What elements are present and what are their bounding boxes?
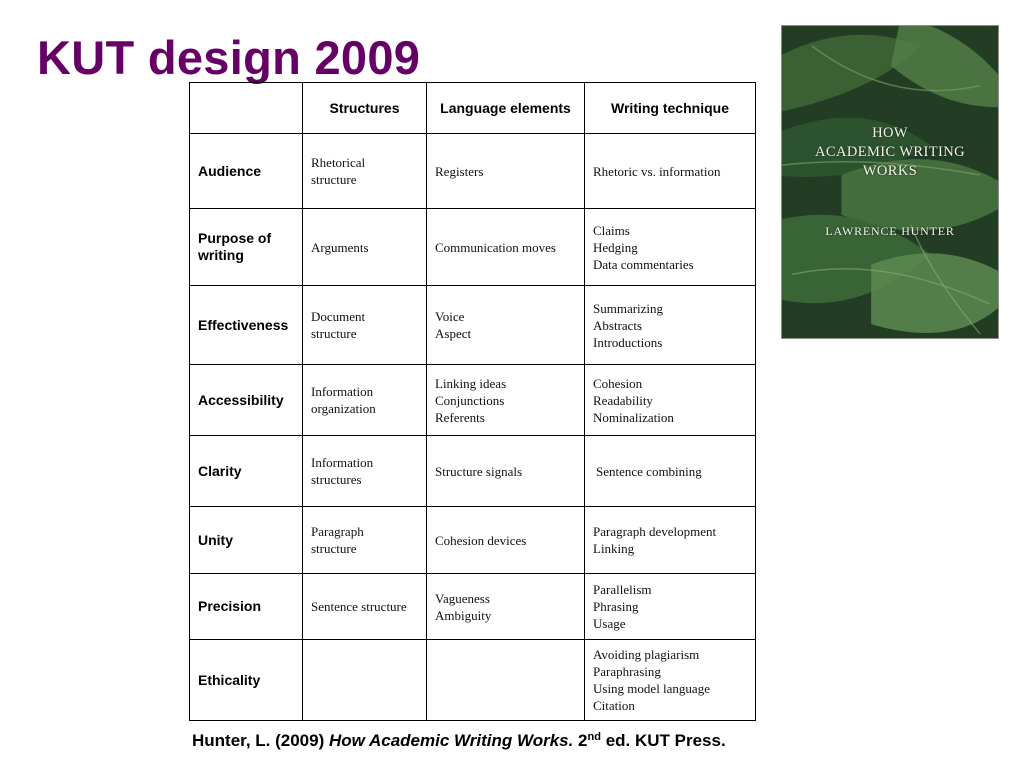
cell-line: Sentence combining bbox=[596, 463, 702, 479]
column-header-language-elements: Language elements bbox=[427, 83, 585, 134]
cell-line: Registers bbox=[435, 163, 484, 179]
cell-line: structure bbox=[311, 172, 357, 187]
kut-design-table bbox=[189, 82, 756, 721]
column-header-writing-technique: Writing technique bbox=[585, 83, 756, 134]
cell-line: Information bbox=[311, 384, 374, 399]
language-elements-cell bbox=[427, 209, 585, 286]
row-header-line: writing bbox=[198, 247, 244, 263]
cell-line: structures bbox=[311, 472, 362, 487]
cell-line: Arguments bbox=[311, 239, 369, 255]
book-cover-leaves-illustration bbox=[782, 26, 998, 338]
writing-technique-cell bbox=[585, 507, 756, 574]
table-row bbox=[190, 286, 756, 365]
cell-line: Cohesion bbox=[593, 375, 643, 391]
book-cover-title-line: WORKS bbox=[862, 163, 918, 179]
cell-line: Claims bbox=[593, 222, 630, 238]
cell-line: Vagueness bbox=[435, 590, 490, 606]
writing-technique-cell bbox=[585, 365, 756, 436]
row-header bbox=[190, 507, 303, 574]
structures-cell bbox=[303, 134, 427, 209]
cell-line: Referents bbox=[435, 409, 485, 425]
row-header bbox=[190, 365, 303, 436]
cell-line: Rhetorical bbox=[311, 155, 366, 170]
citation-edition-number: 2 bbox=[573, 731, 588, 750]
book-cover-title bbox=[782, 124, 998, 181]
cell-line: Nominalization bbox=[593, 409, 674, 425]
structures-cell bbox=[303, 436, 427, 507]
language-elements-cell bbox=[427, 507, 585, 574]
language-elements-cell bbox=[427, 640, 585, 721]
citation-rest: ed. KUT Press. bbox=[600, 731, 726, 750]
row-header-line: Effectiveness bbox=[198, 316, 289, 333]
cell-line: Conjunctions bbox=[435, 392, 505, 408]
book-cover-title-line: HOW bbox=[872, 125, 908, 141]
slide-title: KUT design 2009 bbox=[37, 31, 421, 84]
cell-line: Readability bbox=[593, 392, 653, 408]
cell-line: Structure signals bbox=[435, 463, 523, 479]
cell-line: Cohesion devices bbox=[435, 532, 527, 548]
row-header-line: Unity bbox=[198, 531, 233, 548]
row-header-line: Precision bbox=[198, 598, 262, 614]
table-row bbox=[190, 134, 756, 209]
structures-cell bbox=[303, 286, 427, 365]
structures-cell bbox=[303, 507, 427, 574]
writing-technique-cell bbox=[585, 574, 756, 640]
cell-line: Voice bbox=[435, 309, 465, 324]
language-elements-cell bbox=[427, 134, 585, 209]
cell-line: Communication moves bbox=[435, 239, 556, 255]
writing-technique-cell bbox=[585, 209, 756, 286]
structures-cell bbox=[303, 209, 427, 286]
row-header-line: Clarity bbox=[198, 462, 242, 479]
table-row bbox=[190, 436, 756, 507]
table-row bbox=[190, 640, 756, 721]
language-elements-cell bbox=[427, 436, 585, 507]
row-header-line: Accessibility bbox=[198, 391, 284, 408]
cell-line: Abstracts bbox=[593, 317, 643, 333]
row-header-line: Purpose of bbox=[198, 230, 272, 246]
cell-line: structure bbox=[311, 541, 357, 556]
cell-line: Ambiguity bbox=[435, 607, 492, 623]
citation bbox=[192, 730, 726, 752]
row-header bbox=[190, 209, 303, 286]
citation-edition-suffix: nd bbox=[587, 731, 601, 743]
cell-line: Usage bbox=[593, 616, 626, 631]
row-header-line: Ethicality bbox=[198, 671, 261, 688]
citation-prefix: Hunter, L. (2009) bbox=[192, 731, 329, 750]
row-header bbox=[190, 134, 303, 209]
column-header-empty bbox=[190, 83, 303, 134]
structures-cell bbox=[303, 574, 427, 640]
writing-technique-cell bbox=[585, 640, 756, 721]
cell-line: Paragraph bbox=[311, 524, 364, 539]
citation-book-title: How Academic Writing Works. bbox=[328, 731, 574, 750]
column-header-structures: Structures bbox=[303, 83, 427, 134]
writing-technique-cell bbox=[585, 436, 756, 507]
structures-cell bbox=[303, 365, 427, 436]
cell-line: Rhetoric vs. information bbox=[593, 163, 721, 179]
language-elements-cell bbox=[427, 286, 585, 365]
book-cover-title-line: ACADEMIC WRITING bbox=[815, 144, 965, 160]
structures-cell bbox=[303, 640, 427, 721]
cell-line: Hedging bbox=[593, 239, 638, 255]
cell-line: Aspect bbox=[435, 326, 472, 341]
cell-line: Paragraph development bbox=[593, 524, 717, 539]
cell-line: Phrasing bbox=[593, 599, 639, 614]
language-elements-cell bbox=[427, 365, 585, 436]
cell-line: Parallelism bbox=[593, 582, 652, 597]
table-row bbox=[190, 574, 756, 640]
table-row bbox=[190, 365, 756, 436]
row-header bbox=[190, 436, 303, 507]
cell-line: Linking ideas bbox=[435, 375, 507, 391]
row-header bbox=[190, 574, 303, 640]
cell-line: Data commentaries bbox=[593, 256, 694, 272]
row-header-line: Audience bbox=[198, 162, 262, 179]
cell-line: Citation bbox=[593, 698, 635, 713]
row-header bbox=[190, 640, 303, 721]
book-cover-author: LAWRENCE HUNTER bbox=[825, 224, 955, 238]
cell-line: Information bbox=[311, 455, 374, 470]
table-row bbox=[190, 209, 756, 286]
book-cover bbox=[781, 25, 999, 339]
cell-line: Sentence structure bbox=[311, 599, 407, 614]
language-elements-cell bbox=[427, 574, 585, 640]
row-header bbox=[190, 286, 303, 365]
cell-line: organization bbox=[311, 401, 376, 416]
table-row bbox=[190, 507, 756, 574]
cell-line: Using model language bbox=[593, 681, 710, 696]
cell-line: structure bbox=[311, 326, 357, 341]
cell-line: Avoiding plagiarism bbox=[593, 647, 700, 662]
cell-line: Introductions bbox=[593, 334, 663, 350]
cell-line: Summarizing bbox=[593, 300, 664, 316]
cell-line: Linking bbox=[593, 541, 635, 556]
cell-line: Paraphrasing bbox=[593, 664, 661, 679]
writing-technique-cell bbox=[585, 134, 756, 209]
cell-line: Document bbox=[311, 309, 366, 324]
writing-technique-cell bbox=[585, 286, 756, 365]
table-header-row bbox=[190, 83, 756, 134]
